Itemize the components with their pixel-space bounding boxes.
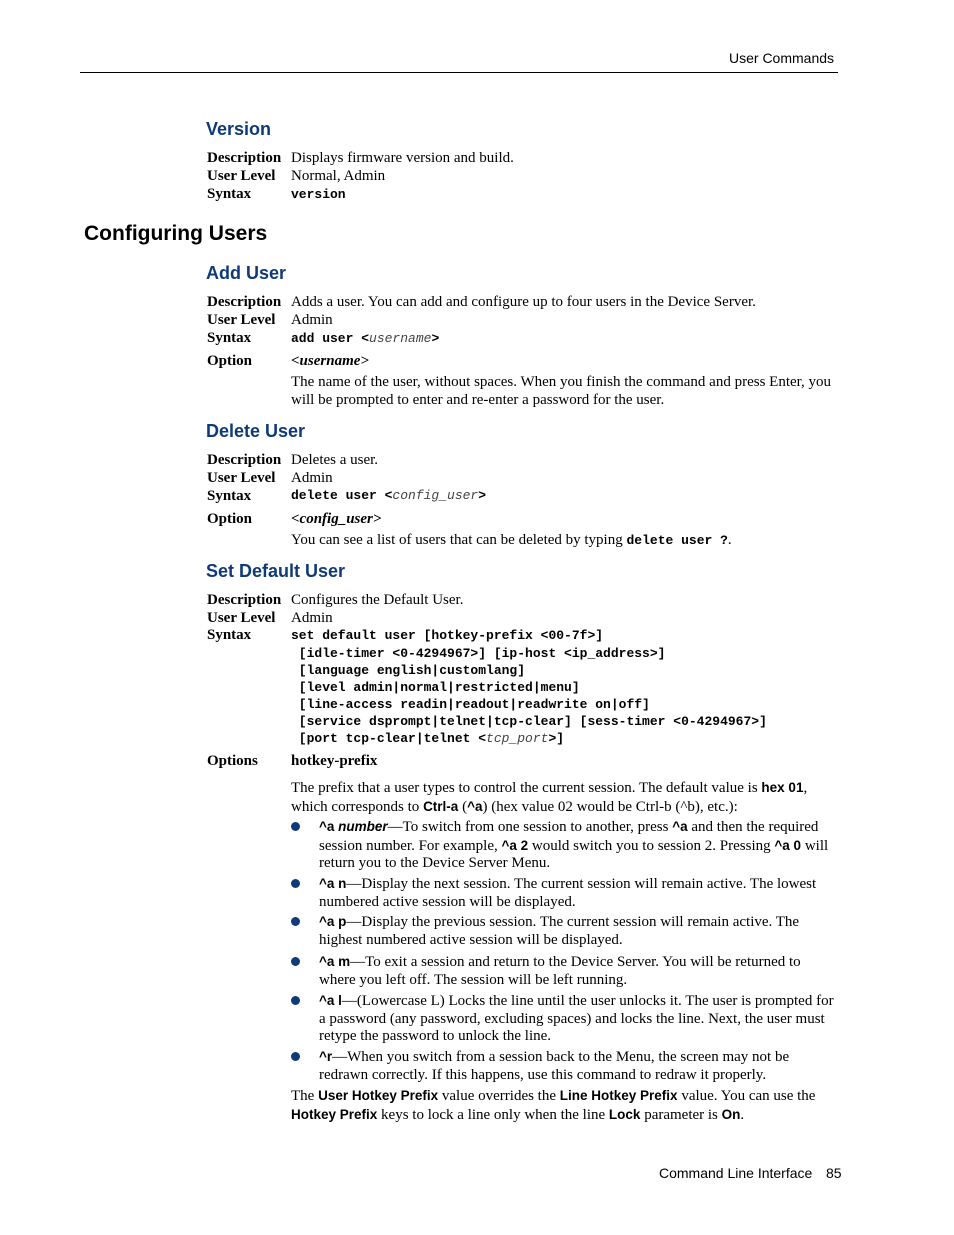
sdu-syntax-line-7: [port tcp-clear|telnet <tcp_port>] — [291, 731, 565, 746]
footer-label: Command Line Interface — [659, 1165, 813, 1181]
version-heading: Version — [206, 119, 272, 139]
add-user-option-name: <username> — [291, 353, 369, 369]
delete-user-userlevel: Admin — [291, 470, 333, 486]
add-user-heading: Add User — [206, 263, 287, 283]
delete-user-option-desc: You can see a list of users that can be deleted by typing delete user ?. — [291, 532, 732, 548]
add-user-option-desc: The name of the user, without spaces. When you finish the command and press Enter, you will be prompted to enter and re-enter a password for the user. — [291, 374, 832, 408]
sdu-syntax-line-3: [language english|customlang] — [291, 663, 526, 678]
sdu-syntax-line-4: [level admin|normal|restricted|menu] — [291, 680, 580, 695]
add-user-option-label: Option — [207, 353, 253, 369]
sdu-prefix-paragraph: The prefix that a user types to control the current session. The default value is hex 01, which corresponds to Ctrl-a (^a) (hex value 02 would be Ctrl-b (^b), etc.): — [291, 780, 808, 815]
add-user-userlevel-label: User Level — [207, 312, 276, 328]
version-description: Displays firmware version and build. — [291, 150, 514, 166]
add-user-syntax-label: Syntax — [207, 330, 252, 346]
delete-user-syntax: delete user <config_user> — [291, 488, 487, 503]
sdu-syntax-line-2: [idle-timer <0-4294967>] [ip-host <ip_address>] — [291, 646, 666, 661]
version-syntax: version — [291, 187, 346, 202]
page-number: 85 — [826, 1165, 842, 1181]
add-user-userlevel: Admin — [291, 312, 333, 328]
delete-user-description-label: Description — [207, 452, 282, 468]
sdu-syntax-line-1: set default user [hotkey-prefix <00-7f>] — [291, 628, 604, 643]
sdu-syntax-label: Syntax — [207, 627, 252, 643]
bullet-icon — [291, 957, 300, 966]
delete-user-description: Deletes a user. — [291, 452, 379, 468]
bullet-icon — [291, 996, 300, 1005]
running-header: User Commands — [729, 50, 835, 66]
bullet-icon — [291, 917, 300, 926]
header-rule — [80, 72, 838, 73]
delete-user-option-name: <config_user> — [291, 511, 382, 527]
sdu-options-name: hotkey-prefix — [291, 753, 378, 769]
sdu-description-label: Description — [207, 592, 282, 608]
sdu-userlevel: Admin — [291, 610, 333, 626]
delete-user-heading: Delete User — [206, 421, 306, 441]
version-syntax-label: Syntax — [207, 186, 252, 202]
bullet-icon — [291, 1052, 300, 1061]
add-user-description: Adds a user. You can add and configure up to four users in the Device Server. — [291, 294, 756, 310]
sdu-description: Configures the Default User. — [291, 592, 464, 608]
delete-user-userlevel-label: User Level — [207, 470, 276, 486]
version-userlevel-label: User Level — [207, 168, 276, 184]
sdu-options-label: Options — [207, 753, 258, 769]
delete-user-option-label: Option — [207, 511, 253, 527]
sdu-final-paragraph: The User Hotkey Prefix value overrides the Line Hotkey Prefix value. You can use the Hotkey Prefix keys to lock a line only when the line Lock parameter is On. — [291, 1088, 816, 1123]
sdu-syntax-line-6: [service dsprompt|telnet|tcp-clear] [sess-timer <0-4294967>] — [291, 714, 767, 729]
add-user-syntax: add user <username> — [291, 331, 440, 346]
sdu-syntax-line-5: [line-access readin|readout|readwrite on|off] — [291, 697, 650, 712]
add-user-description-label: Description — [207, 294, 282, 310]
version-description-label: Description — [207, 150, 282, 166]
set-default-user-heading: Set Default User — [206, 561, 346, 581]
configuring-users-heading: Configuring Users — [84, 222, 268, 245]
bullet-icon — [291, 879, 300, 888]
bullet-icon — [291, 822, 300, 831]
version-userlevel: Normal, Admin — [291, 168, 386, 184]
sdu-userlevel-label: User Level — [207, 610, 276, 626]
delete-user-syntax-label: Syntax — [207, 488, 252, 504]
